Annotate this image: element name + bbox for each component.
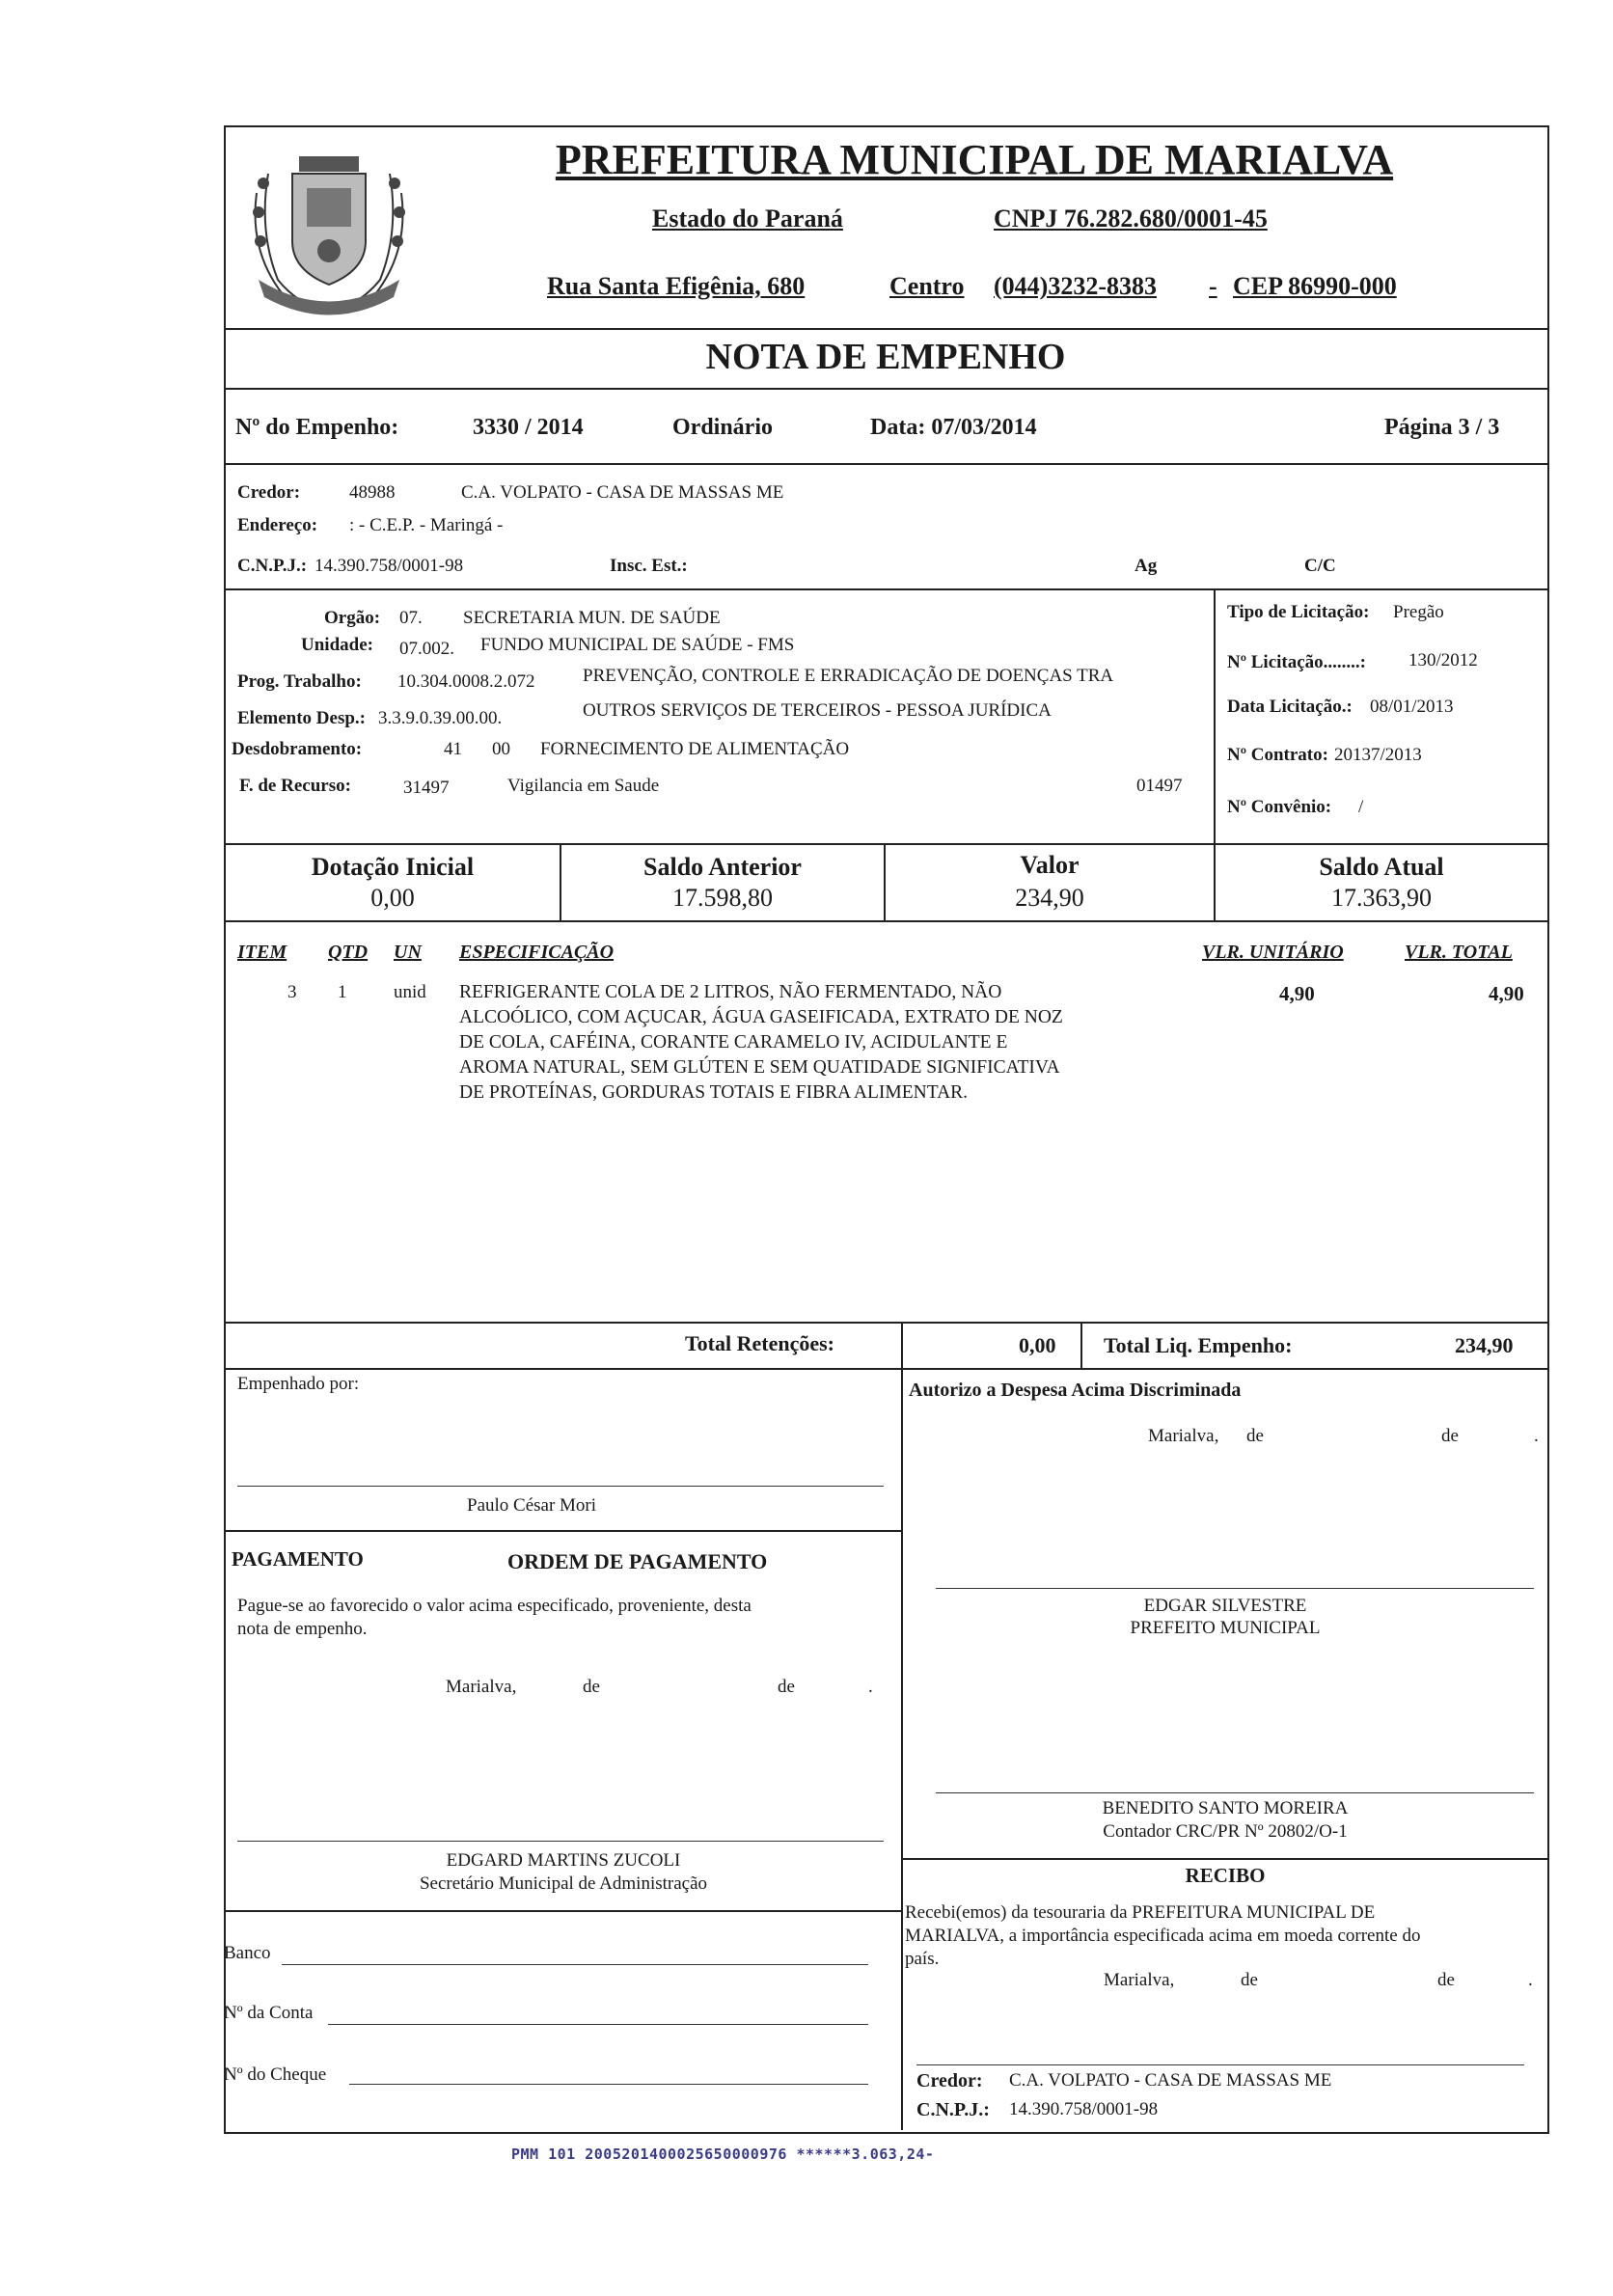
dot-label: .: [868, 1677, 873, 1697]
unidade-label: Unidade:: [301, 635, 373, 655]
empenho-date: Data: 07/03/2014: [870, 415, 1037, 440]
state-label: Estado do Paraná: [652, 205, 843, 232]
divider: [224, 328, 1547, 330]
dot-label: .: [1534, 1426, 1539, 1446]
recurso-name: Vigilancia em Saude: [507, 776, 660, 796]
item-total-price: 4,90: [1489, 982, 1524, 1005]
signature-line: [916, 2064, 1524, 2065]
ordem-pagamento-label: ORDEM DE PAGAMENTO: [507, 1549, 768, 1573]
bank-authentication-stamp: PMM 101 2005201400025650000976 ******3.063,24-: [511, 2146, 935, 2163]
credor-label: Credor:: [237, 482, 301, 503]
cnpj-label: CNPJ 76.282.680/0001-45: [994, 205, 1268, 232]
item-unit: unid: [394, 982, 426, 1002]
contrato-label: Nº Contrato:: [1227, 745, 1328, 765]
signature-line: [237, 1486, 884, 1487]
unidade-name: FUNDO MUNICIPAL DE SAÚDE - FMS: [480, 635, 795, 655]
conta-field[interactable]: [328, 2024, 868, 2025]
accountant-title: Contador CRC/PR Nº 20802/O-1: [1103, 1821, 1348, 1842]
pagamento-label: PAGAMENTO: [232, 1547, 364, 1571]
divider: [224, 1530, 903, 1532]
recurso-code: 31497: [403, 778, 450, 798]
recibo-label: RECIBO: [1185, 1864, 1266, 1887]
signature-line: [936, 1588, 1534, 1589]
item-description-line: DE PROTEÍNAS, GORDURAS TOTAIS E FIBRA ALIMENTAR.: [459, 1082, 969, 1103]
col-item: ITEM: [237, 942, 287, 963]
accountant-name: BENEDITO SANTO MOREIRA: [1102, 1798, 1349, 1818]
divider: [901, 1368, 903, 2130]
divider: [224, 1910, 903, 1912]
item-description-line: ALCOÓLICO, COM AÇUCAR, ÁGUA GASEIFICADA, EXTRATO DE NOZ: [459, 1007, 1063, 1027]
cep-label: CEP 86990-000: [1233, 272, 1397, 300]
empenho-number-label: Nº do Empenho:: [235, 415, 399, 440]
admin-name: EDGARD MARTINS ZUCOLI: [446, 1850, 681, 1871]
recibo-cnpj: 14.390.758/0001-98: [1009, 2099, 1159, 2119]
ag-label: Ag: [1135, 556, 1158, 576]
cheque-label: Nº do Cheque: [224, 2064, 327, 2085]
saldo-atual-label: Saldo Atual: [1319, 853, 1444, 881]
col-unit-value: VLR. UNITÁRIO: [1202, 942, 1344, 963]
licitacao-date: 08/01/2013: [1370, 697, 1454, 717]
dash-label: -: [1209, 272, 1217, 300]
divider: [224, 463, 1547, 465]
item-description-line: AROMA NATURAL, SEM GLÚTEN E SEM QUATIDADE SIGNIFICATIVA: [459, 1057, 1060, 1078]
pague-text: nota de empenho.: [237, 1619, 368, 1639]
credor-code: 48988: [349, 482, 396, 503]
unidade-code: 07.002.: [399, 639, 454, 659]
desdobramento-sub: 00: [492, 739, 510, 759]
credor-name: C.A. VOLPATO - CASA DE MASSAS ME: [461, 482, 784, 503]
divider: [901, 1858, 1547, 1860]
licitacao-number: 130/2012: [1408, 650, 1478, 670]
divider: [1214, 588, 1216, 843]
retencoes-value: 0,00: [1019, 1333, 1056, 1357]
saldo-anterior-value: 17.598,80: [672, 884, 773, 912]
credor-cnpj: 14.390.758/0001-98: [314, 556, 464, 576]
orgao-label: Orgão:: [324, 608, 381, 628]
elemento-name: OUTROS SERVIÇOS DE TERCEIROS - PESSOA JURÍDICA: [583, 700, 1052, 721]
de-label: de: [1246, 1426, 1264, 1446]
divider: [1080, 1322, 1082, 1368]
city-label: Marialva,: [1104, 1970, 1175, 1990]
recurso-label: F. de Recurso:: [239, 776, 351, 796]
recibo-text: MARIALVA, a importância especificada acima em moeda corrente do: [905, 1926, 1421, 1946]
de-label: de: [583, 1677, 600, 1697]
divider: [224, 1322, 1547, 1324]
dotacao-label: Dotação Inicial: [311, 853, 475, 881]
orgao-name: SECRETARIA MUN. DE SAÚDE: [463, 608, 721, 628]
desdobramento-name: FORNECIMENTO DE ALIMENTAÇÃO: [540, 739, 850, 759]
item-description-line: REFRIGERANTE COLA DE 2 LITROS, NÃO FERMENTADO, NÃO: [459, 982, 1002, 1002]
dot-label: .: [1528, 1970, 1533, 1990]
prog-name: PREVENÇÃO, CONTROLE E ERRADICAÇÃO DE DOENÇAS TRA: [583, 666, 1114, 686]
liquido-value: 234,90: [1455, 1333, 1514, 1357]
city-label: Marialva,: [446, 1677, 517, 1697]
address-value: : - C.E.P. - Maringá -: [349, 515, 504, 535]
item-qty: 1: [338, 982, 347, 1002]
empenho-number: 3330 / 2014: [473, 415, 584, 440]
dotacao-value: 0,00: [370, 884, 415, 912]
de-label: de: [1437, 1970, 1455, 1990]
page-number: Página 3 / 3: [1384, 415, 1500, 440]
licitacao-type-label: Tipo de Licitação:: [1227, 602, 1370, 622]
recurso-number: 01497: [1136, 776, 1183, 796]
district-label: Centro: [889, 272, 965, 300]
contrato-number: 20137/2013: [1334, 745, 1422, 765]
city-hall-title: PREFEITURA MUNICIPAL DE MARIALVA: [555, 136, 1394, 183]
street-label: Rua Santa Efigênia, 680: [547, 272, 806, 300]
mayor-title: PREFEITO MUNICIPAL: [1130, 1618, 1321, 1638]
licitacao-type: Pregão: [1393, 602, 1444, 622]
recibo-text: país.: [905, 1949, 940, 1969]
item-unit-price: 4,90: [1279, 982, 1315, 1005]
convenio-number: /: [1358, 797, 1364, 817]
divider: [224, 388, 1547, 390]
col-qtd: QTD: [328, 942, 369, 963]
phone-label: (044)3232-8383: [994, 272, 1157, 300]
banco-field[interactable]: [282, 1964, 868, 1965]
col-especificacao: ESPECIFICAÇÃO: [459, 942, 615, 963]
de-label: de: [1241, 1970, 1258, 1990]
recibo-credor-name: C.A. VOLPATO - CASA DE MASSAS ME: [1009, 2070, 1332, 2091]
elemento-code: 3.3.9.0.39.00.00.: [378, 708, 503, 728]
document-title: NOTA DE EMPENHO: [705, 337, 1066, 377]
col-total-value: VLR. TOTAL: [1405, 942, 1513, 963]
valor-label: Valor: [1020, 851, 1080, 879]
divider: [224, 920, 1547, 922]
divider: [901, 1322, 903, 1368]
empenhado-por-label: Empenhado por:: [237, 1374, 360, 1394]
conta-label: Nº da Conta: [224, 2003, 314, 2023]
cc-label: C/C: [1304, 556, 1336, 576]
divider: [224, 588, 1547, 590]
licitacao-date-label: Data Licitação.:: [1227, 697, 1353, 717]
coat-of-arms-logo: [239, 135, 419, 328]
prog-label: Prog. Trabalho:: [237, 671, 362, 692]
cheque-field[interactable]: [349, 2084, 868, 2085]
de-label: de: [778, 1677, 795, 1697]
saldo-atual-value: 17.363,90: [1331, 884, 1432, 912]
admin-title: Secretário Municipal de Administração: [419, 1873, 708, 1894]
saldo-anterior-label: Saldo Anterior: [643, 853, 802, 881]
divider: [224, 843, 1547, 845]
liquido-label: Total Liq. Empenho:: [1104, 1333, 1293, 1357]
divider: [224, 1368, 1547, 1370]
col-un: UN: [394, 942, 422, 963]
autorizo-label: Autorizo a Despesa Acima Discriminada: [909, 1380, 1242, 1401]
elemento-label: Elemento Desp.:: [237, 708, 366, 728]
retencoes-label: Total Retenções:: [685, 1331, 834, 1355]
signer-name: Paulo César Mori: [467, 1495, 597, 1516]
orgao-code: 07.: [399, 608, 423, 628]
banco-label: Banco: [224, 1943, 271, 1963]
pague-text: Pague-se ao favorecido o valor acima especificado, proveniente, desta: [237, 1596, 752, 1616]
recibo-text: Recebi(emos) da tesouraria da PREFEITURA MUNICIPAL DE: [905, 1902, 1376, 1923]
convenio-label: Nº Convênio:: [1227, 797, 1332, 817]
empenho-type: Ordinário: [672, 415, 774, 440]
address-label: Endereço:: [237, 515, 318, 535]
item-description-line: DE COLA, CAFÉINA, CORANTE CARAMELO IV, ACIDULANTE E: [459, 1032, 1008, 1052]
insc-label: Insc. Est.:: [610, 556, 688, 576]
mayor-name: EDGAR SILVESTRE: [1143, 1596, 1307, 1616]
de-label: de: [1441, 1426, 1459, 1446]
city-label: Marialva,: [1148, 1426, 1219, 1446]
prog-code: 10.304.0008.2.072: [397, 671, 535, 692]
valor-value: 234,90: [1015, 884, 1084, 912]
signature-line: [237, 1841, 884, 1842]
signature-line: [936, 1792, 1534, 1793]
recibo-cnpj-label: C.N.P.J.:: [916, 2099, 990, 2120]
licitacao-number-label: Nº Licitação........:: [1227, 652, 1366, 672]
desdobramento-code: 41: [444, 739, 462, 759]
recibo-credor-label: Credor:: [916, 2070, 983, 2091]
item-number: 3: [287, 982, 297, 1002]
cnpj-field-label: C.N.P.J.:: [237, 556, 308, 576]
desdobramento-label: Desdobramento:: [232, 739, 363, 759]
